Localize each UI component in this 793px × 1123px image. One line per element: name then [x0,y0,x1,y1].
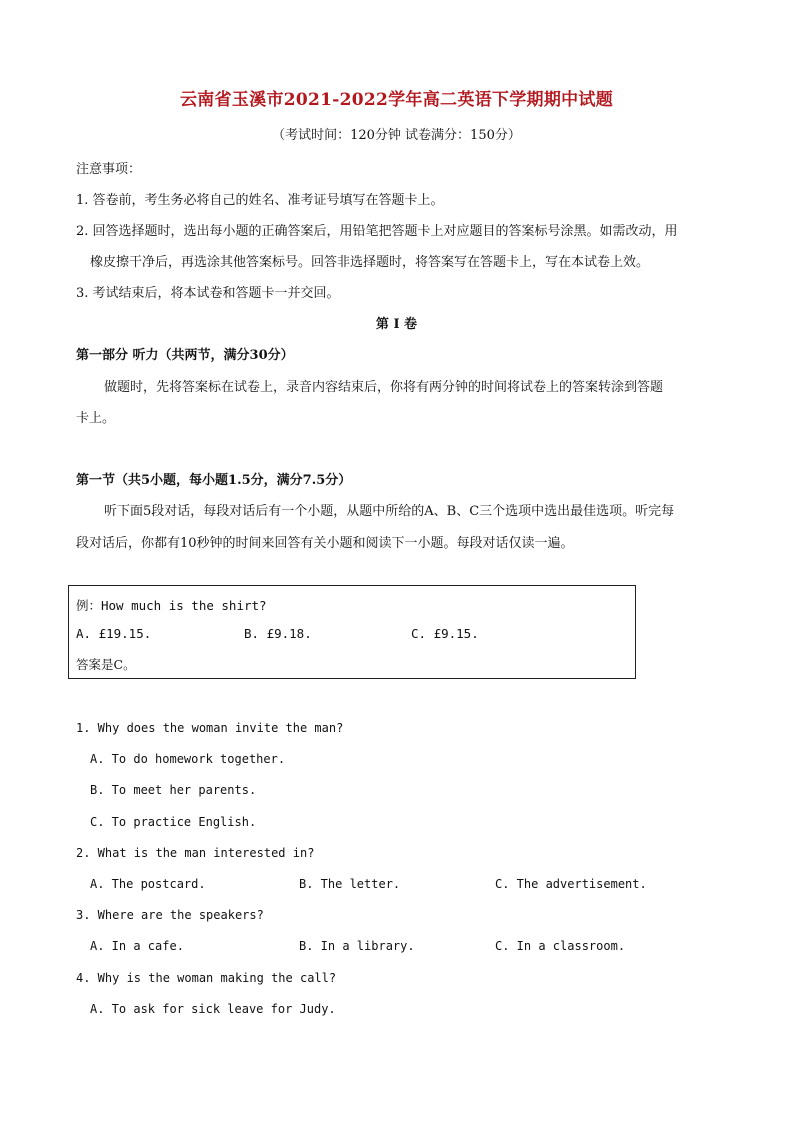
question-4-option-a: A. To ask for sick leave for Judy. [90,1002,336,1016]
volume-label: 第 I 卷 [375,317,418,332]
section-1-intro-line-2: 段对话后，你都有10秒钟的时间来回答有关小题和阅读下一小题。每段对话仅读一遍。 [76,536,574,551]
example-question: 例：How much is the shirt? [76,598,267,613]
page-title: 云南省玉溪市2021-2022学年高二英语下学期期中试题 [179,90,614,110]
example-box [68,585,636,679]
question-2: 2. What is the man interested in? [76,846,315,860]
example-answer: 答案是C。 [76,657,136,672]
question-3: 3. Where are the speakers? [76,908,264,922]
part-1-heading: 第一部分 听力（共两节，满分30分） [76,348,294,363]
notes-heading: 注意事项： [76,162,142,177]
note-item-1: 1. 答卷前，考生务必将自己的姓名、准考证号填写在答题卡上。 [76,193,444,208]
question-1: 1. Why does the woman invite the man? [76,721,344,735]
question-1-option-b: B. To meet her parents. [90,783,257,797]
question-2-option-b: B. The letter. [299,877,401,891]
exam-time-info: （考试时间：120分钟 试卷满分：150分） [272,128,521,143]
question-1-option-a: A. To do homework together. [90,752,286,766]
note-item-3: 3. 考试结束后，将本试卷和答题卡一并交回。 [76,286,340,301]
section-1-heading: 第一节（共5小题，每小题1.5分，满分7.5分） [76,473,352,488]
question-2-option-c: C. The advertisement. [495,877,647,891]
example-option-c: C. £9.15. [411,626,479,641]
note-item-2-line-2: 橡皮擦干净后，再选涂其他答案标号。回答非选择题时，将答案写在答题卡上，写在本试卷上效。 [90,255,650,270]
question-2-option-a: A. The postcard. [90,877,206,891]
question-3-option-c: C. In a classroom. [495,939,626,953]
note-item-2-line-1: 2. 回答选择题时，选出每小题的正确答案后，用铅笔把答题卡上对应题目的答案标号涂黑。如需改动，用 [76,224,678,239]
question-4: 4. Why is the woman making the call? [76,971,337,985]
example-option-a: A. £19.15. [76,626,152,641]
part-1-intro-line-1: 做题时，先将答案标在试卷上，录音内容结束后，你将有两分钟的时间将试卷上的答案转涂到答题 [104,380,664,395]
question-3-option-b: B. In a library. [299,939,415,953]
section-1-intro-line-1: 听下面5段对话，每段对话后有一个小题，从题中所给的A、B、C三个选项中选出最佳选项。听完每 [104,504,675,519]
part-1-intro-line-2: 卡上。 [76,411,116,426]
question-1-option-c: C. To practice English. [90,815,257,829]
question-3-option-a: A. In a cafe. [90,939,184,953]
example-option-b: B. £9.18. [244,626,312,641]
